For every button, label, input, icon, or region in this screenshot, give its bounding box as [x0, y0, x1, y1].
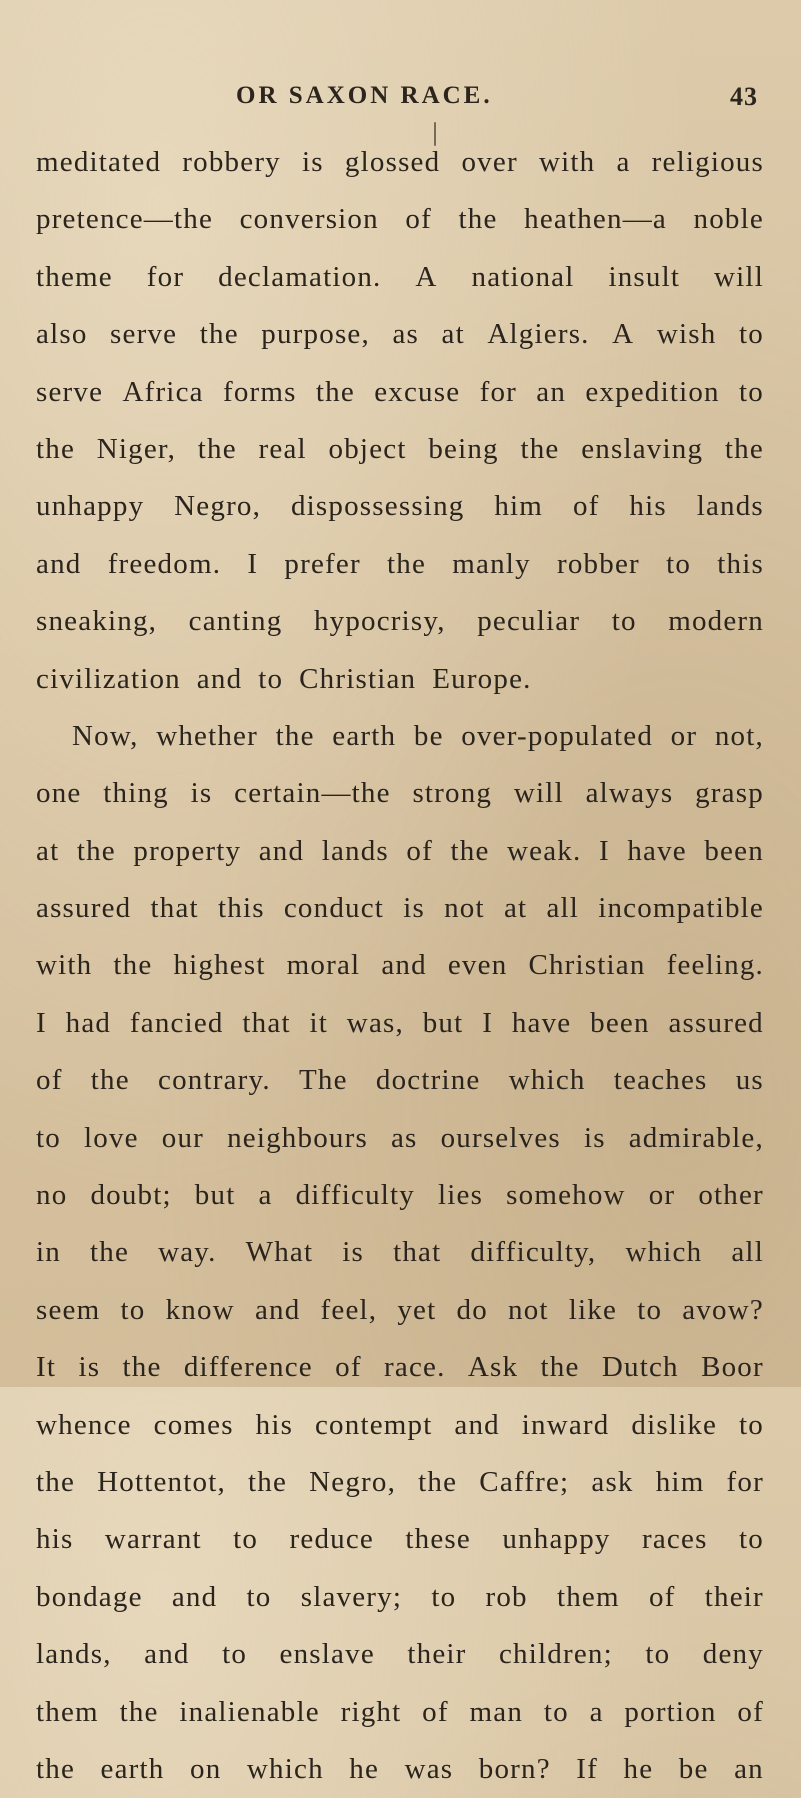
word: a	[258, 1179, 273, 1212]
word: have	[511, 1006, 572, 1039]
word: have	[627, 834, 687, 867]
word: him	[494, 490, 544, 523]
word: difficulty	[295, 1179, 415, 1212]
word: dispossessing	[290, 490, 465, 523]
word: The	[299, 1064, 348, 1097]
word: man	[469, 1695, 524, 1728]
word: them	[36, 1695, 99, 1728]
word: to	[666, 547, 692, 580]
word: an	[734, 1752, 764, 1785]
word: on	[190, 1752, 222, 1785]
word: assured	[668, 1006, 764, 1039]
word: of	[406, 834, 433, 867]
word: forms	[222, 375, 297, 408]
text-line	[36, 1339, 764, 1396]
word: teaches	[613, 1064, 708, 1097]
text-line	[36, 1569, 764, 1626]
word: the	[76, 834, 116, 867]
word: Now,	[72, 719, 139, 752]
word: Caffre;	[479, 1465, 570, 1498]
word: Negro,	[309, 1465, 397, 1498]
word: canting	[188, 605, 283, 638]
word: the	[520, 432, 560, 465]
word: property	[133, 834, 242, 867]
word: whence	[36, 1408, 132, 1441]
word: for	[479, 375, 518, 408]
word: at	[36, 834, 60, 867]
text-line	[36, 1511, 764, 1568]
word: over	[461, 146, 518, 178]
word: to	[233, 1523, 259, 1556]
word: the	[724, 432, 764, 465]
word: which	[246, 1752, 324, 1785]
word: peculiar	[477, 605, 581, 638]
word: lies	[438, 1179, 484, 1212]
word: heathen—a	[524, 203, 667, 236]
word: with	[36, 949, 93, 982]
word: inalienable	[179, 1695, 320, 1728]
word: to	[611, 605, 637, 638]
word: and	[171, 1580, 218, 1613]
word: the	[36, 1465, 76, 1498]
word: the	[36, 1752, 76, 1785]
word: is	[342, 1236, 365, 1269]
word: born?	[478, 1752, 551, 1785]
text-line	[36, 995, 764, 1052]
word: which	[508, 1064, 586, 1097]
word: religious	[651, 146, 764, 178]
word: that	[150, 892, 199, 925]
word: portion	[624, 1695, 717, 1728]
word: no	[36, 1179, 68, 1212]
word: an	[536, 375, 567, 408]
word: expedition	[585, 375, 720, 408]
word: whether	[156, 719, 258, 752]
word: was	[404, 1752, 454, 1785]
word: feeling.	[666, 949, 764, 982]
word: prefer	[284, 547, 361, 580]
word: his	[629, 490, 667, 523]
word: somehow	[506, 1179, 626, 1212]
word: is	[78, 1351, 101, 1384]
word: the	[387, 547, 427, 580]
word: rob	[485, 1580, 528, 1613]
word: all	[546, 892, 580, 925]
body-text	[36, 134, 764, 1798]
word: enslave	[279, 1638, 375, 1671]
word: assured	[36, 892, 132, 925]
text-line	[36, 249, 764, 306]
word: and	[36, 547, 82, 580]
word: glossed	[344, 146, 441, 178]
word: the	[122, 1351, 162, 1384]
text-line	[36, 134, 764, 191]
word: not	[444, 892, 485, 925]
word: to	[222, 1638, 248, 1671]
text-line	[36, 421, 764, 478]
word: conduct	[283, 892, 385, 925]
word: ask	[591, 1465, 634, 1498]
word: to	[431, 1580, 457, 1613]
word: robber	[556, 547, 640, 580]
word: being	[428, 432, 499, 465]
word: been	[590, 1006, 650, 1039]
word: the	[418, 1465, 458, 1498]
word: avow?	[682, 1293, 764, 1326]
word: had	[65, 1006, 112, 1039]
word: slavery;	[300, 1580, 403, 1613]
text-line	[36, 823, 764, 880]
word: of	[36, 1064, 63, 1097]
word: of	[405, 203, 432, 236]
word: love	[84, 1121, 139, 1154]
text-line	[36, 1397, 764, 1454]
word: Hottentot,	[97, 1465, 226, 1498]
word: children;	[498, 1638, 613, 1671]
word: purpose,	[261, 318, 370, 351]
word: incompatible	[598, 892, 764, 925]
word: been	[704, 834, 764, 867]
word: robbery	[182, 146, 281, 178]
word: serve	[36, 375, 104, 408]
word: conversion	[239, 203, 379, 236]
word: them	[556, 1580, 620, 1613]
text-line	[36, 536, 764, 593]
word: that	[393, 1236, 442, 1269]
word: to	[739, 1408, 764, 1441]
word: with	[538, 146, 596, 178]
word: earth	[332, 719, 397, 752]
page-number: 43	[730, 82, 758, 111]
word: Dutch	[601, 1351, 679, 1384]
word: it	[309, 1006, 329, 1039]
word: lands	[321, 834, 389, 867]
word: their	[407, 1638, 467, 1671]
text-line	[36, 1282, 764, 1339]
text-line	[36, 1167, 764, 1224]
word: meditated	[36, 146, 162, 178]
word: which	[625, 1236, 703, 1269]
word: comes	[153, 1408, 234, 1441]
word: excuse	[374, 375, 461, 408]
word: or	[648, 1179, 676, 1212]
text-line	[36, 1626, 764, 1683]
text-line	[36, 593, 764, 650]
word: A	[612, 318, 635, 351]
word: Algiers.	[487, 318, 590, 351]
word: like	[568, 1293, 618, 1326]
word: unhappy	[36, 490, 145, 523]
word: seem	[36, 1293, 101, 1326]
word: also	[36, 318, 88, 351]
word: a	[616, 146, 631, 178]
word: certain—the	[234, 777, 391, 810]
word: strong	[412, 777, 493, 810]
word: declamation.	[218, 260, 382, 293]
word: the	[36, 432, 76, 465]
word: know	[165, 1293, 235, 1326]
word: he	[349, 1752, 380, 1785]
word: was,	[346, 1006, 404, 1039]
word: the	[458, 203, 498, 236]
word: lands,	[36, 1638, 112, 1671]
word: Boor	[701, 1351, 764, 1384]
word: neighbours	[227, 1121, 368, 1154]
word: to	[637, 1293, 663, 1326]
word: all	[731, 1236, 764, 1269]
word: in	[36, 1236, 61, 1269]
word: national	[471, 260, 575, 293]
word: to	[739, 375, 764, 408]
text-line	[36, 191, 764, 248]
word: freedom.	[107, 547, 222, 580]
word: enslaving	[581, 432, 704, 465]
word: be	[413, 719, 444, 752]
word: real	[258, 432, 307, 465]
word: be	[678, 1752, 709, 1785]
word: of	[737, 1695, 764, 1728]
word: difficulty,	[470, 1236, 597, 1269]
word: lands	[696, 490, 764, 523]
word: to	[258, 662, 284, 695]
word: doubt;	[90, 1179, 172, 1212]
word: noble	[693, 203, 764, 236]
word: weak.	[507, 834, 582, 867]
word: Africa	[122, 375, 204, 408]
word: for	[726, 1465, 764, 1498]
word: not,	[714, 719, 764, 752]
word: I	[36, 1006, 47, 1039]
word: over-populated	[461, 719, 654, 752]
word: that	[242, 1006, 291, 1039]
word: the	[113, 949, 153, 982]
word: to	[246, 1580, 272, 1613]
word: I	[598, 834, 610, 867]
word: our	[161, 1121, 205, 1154]
word: highest	[173, 949, 266, 982]
word: the	[248, 1465, 288, 1498]
word: as	[390, 1121, 418, 1154]
word: way.	[158, 1236, 217, 1269]
word: even	[447, 949, 508, 982]
word: contrary.	[158, 1064, 271, 1097]
word: right	[340, 1695, 402, 1728]
word: is	[583, 1121, 606, 1154]
word: ourselves	[440, 1121, 561, 1154]
word: doctrine	[375, 1064, 481, 1097]
word: do	[456, 1293, 488, 1326]
word: and	[454, 1408, 500, 1441]
word: is	[302, 146, 324, 178]
text-line	[36, 880, 764, 937]
word: not	[508, 1293, 549, 1326]
word: to	[738, 1523, 764, 1556]
word: Christian	[299, 662, 417, 695]
text-line	[36, 1684, 764, 1741]
word: It	[36, 1351, 57, 1384]
word: object	[328, 432, 407, 465]
word: warrant	[104, 1523, 202, 1556]
word: at	[441, 318, 465, 351]
word: will	[714, 260, 764, 293]
word: the	[199, 318, 239, 351]
text-line	[36, 937, 764, 994]
word: If	[576, 1752, 599, 1785]
word: feel,	[320, 1293, 378, 1326]
word: reduce	[289, 1523, 374, 1556]
word: Niger,	[96, 432, 177, 465]
word: Europe.	[432, 662, 532, 695]
word: the	[315, 375, 355, 408]
word: thing	[103, 777, 169, 810]
word: the	[275, 719, 315, 752]
word: as	[392, 318, 420, 351]
text-line	[36, 1741, 764, 1798]
word: pretence—the	[36, 203, 214, 236]
word: the	[90, 1236, 130, 1269]
word: of	[335, 1351, 362, 1384]
text-line	[36, 708, 764, 765]
word: sneaking,	[36, 605, 158, 638]
word: What	[245, 1236, 314, 1269]
word: or	[670, 719, 698, 752]
text-line	[36, 306, 764, 363]
word: at	[503, 892, 528, 925]
text-line	[36, 478, 764, 535]
word: the	[540, 1351, 580, 1384]
word: Ask	[467, 1351, 519, 1384]
word: for	[146, 260, 185, 293]
word: and	[196, 662, 243, 695]
word: his	[36, 1523, 74, 1556]
word: contempt	[314, 1408, 433, 1441]
word: inward	[521, 1408, 610, 1441]
word: moral	[286, 949, 361, 982]
word: yet	[397, 1293, 437, 1326]
word: always	[585, 777, 674, 810]
word: the	[119, 1695, 159, 1728]
word: this	[217, 892, 265, 925]
word: races	[642, 1523, 708, 1556]
text-line	[36, 1224, 764, 1281]
word: a	[589, 1695, 604, 1728]
word: the	[197, 432, 237, 465]
word: manly	[452, 547, 531, 580]
word: to	[543, 1695, 569, 1728]
word: A	[415, 260, 438, 293]
word: modern	[668, 605, 764, 638]
word: grasp	[695, 777, 764, 810]
word: will	[513, 777, 564, 810]
word: to	[120, 1293, 146, 1326]
word: theme	[36, 260, 113, 293]
text-line	[36, 1454, 764, 1511]
word: one	[36, 777, 82, 810]
word: and	[381, 949, 427, 982]
word: their	[704, 1580, 764, 1613]
word: of	[648, 1580, 676, 1613]
word: to	[738, 318, 764, 351]
word: civilization	[36, 662, 181, 695]
text-line	[36, 651, 764, 708]
word: bondage	[36, 1580, 143, 1613]
word: is	[403, 892, 425, 925]
word: and	[144, 1638, 190, 1671]
word: wish	[656, 318, 717, 351]
word: of	[422, 1695, 449, 1728]
word: to	[36, 1121, 61, 1154]
word: Christian	[528, 949, 646, 982]
word: insult	[608, 260, 681, 293]
word: but	[422, 1006, 464, 1039]
word: these	[405, 1523, 471, 1556]
word: of	[572, 490, 600, 523]
word: him	[655, 1465, 705, 1498]
text-line	[36, 765, 764, 822]
word: and	[258, 834, 305, 867]
word: the	[450, 834, 490, 867]
word: Negro,	[174, 490, 262, 523]
word: us	[735, 1064, 764, 1097]
word: unhappy	[502, 1523, 611, 1556]
word: dislike	[631, 1408, 718, 1441]
running-title: OR SAXON RACE.	[236, 82, 493, 109]
word: he	[623, 1752, 654, 1785]
word: but	[194, 1179, 236, 1212]
word: admirable,	[628, 1121, 764, 1154]
word: is	[190, 777, 213, 810]
word: difference	[183, 1351, 313, 1384]
word: the	[90, 1064, 130, 1097]
word: hypocrisy,	[313, 605, 446, 638]
text-line	[36, 1052, 764, 1109]
word: other	[698, 1179, 764, 1212]
word: earth	[100, 1752, 165, 1785]
word: his	[255, 1408, 294, 1441]
page-header	[36, 82, 778, 118]
text-line	[36, 364, 764, 421]
word: and	[254, 1293, 301, 1326]
word: deny	[702, 1638, 764, 1671]
word: to	[645, 1638, 671, 1671]
word: serve	[110, 318, 178, 351]
word: I	[482, 1006, 494, 1039]
text-line	[36, 1110, 764, 1167]
word: this	[717, 547, 764, 580]
word: race.	[384, 1351, 446, 1384]
word: I	[247, 547, 259, 580]
word: fancied	[129, 1006, 224, 1039]
